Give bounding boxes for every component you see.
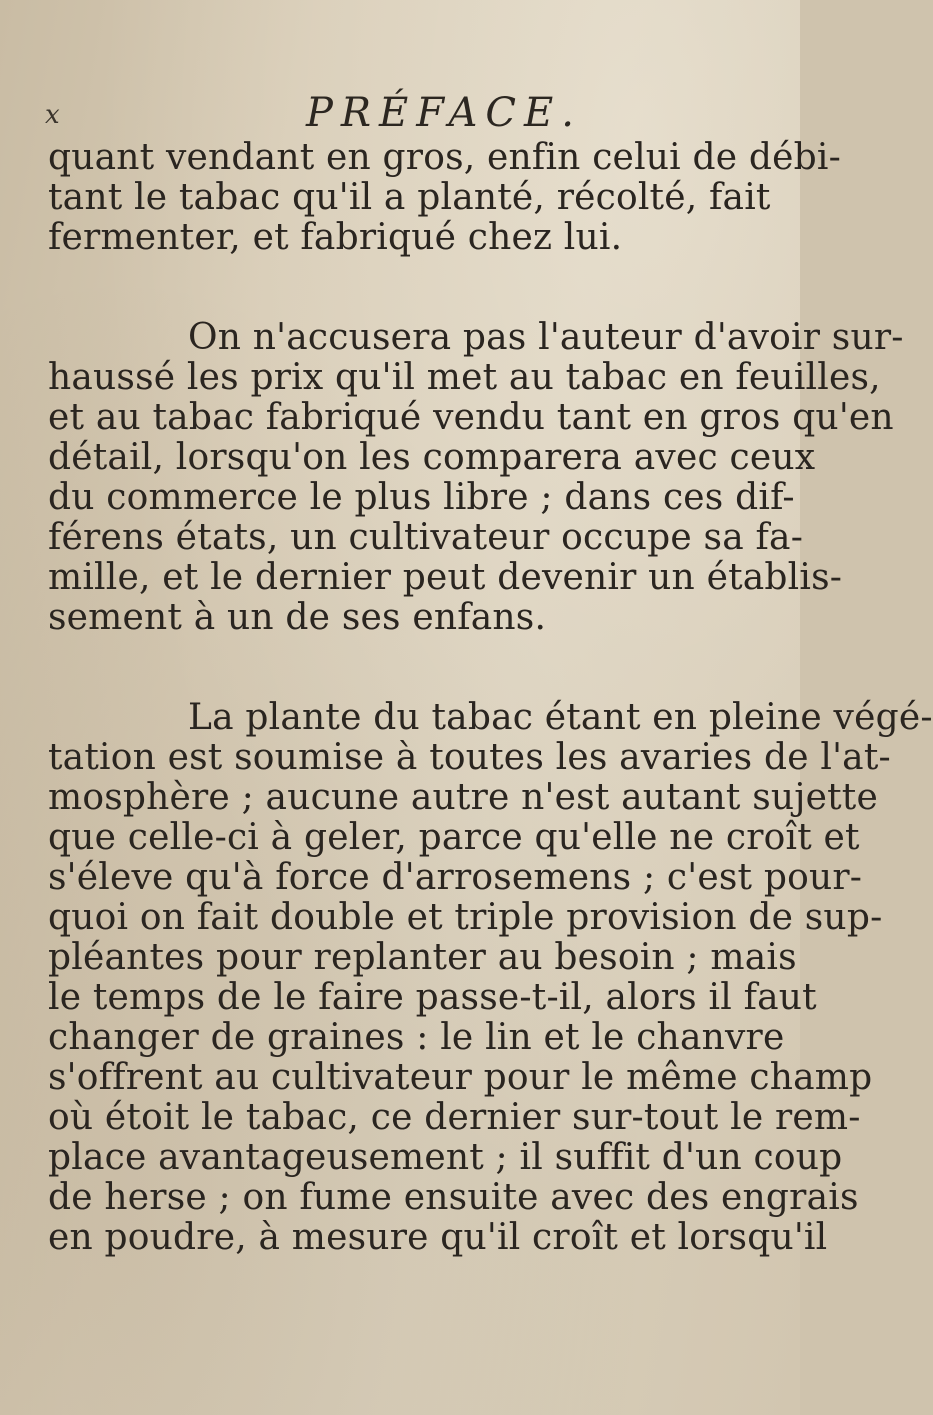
text-line: quant vendant en gros, enfin celui de débi- — [48, 137, 841, 178]
text-line: mille, et le dernier peut devenir un établis- — [48, 557, 843, 598]
paragraph — [48, 137, 841, 258]
text-line: quoi on fait double et triple provision de sup- — [48, 897, 883, 938]
text-line: La plante du tabac étant en pleine végé- — [188, 697, 933, 738]
text-line: où étoit le tabac, ce dernier sur-tout le rem- — [48, 1097, 861, 1138]
text-line: détail, lorsqu'on les comparera avec ceux — [48, 437, 816, 478]
text-line: On n'accusera pas l'auteur d'avoir sur- — [188, 317, 904, 358]
text-line: sement à un de ses enfans. — [48, 597, 547, 638]
text-line: que celle-ci à geler, parce qu'elle ne croît et — [48, 817, 860, 858]
text-line: fermenter, et fabriqué chez lui. — [48, 217, 623, 258]
paragraph — [48, 697, 933, 1258]
text-line: tation est soumise à toutes les avaries de l'at- — [48, 737, 891, 778]
text-line: de herse ; on fume ensuite avec des engrais — [48, 1177, 859, 1218]
body-text — [48, 137, 933, 1258]
text-line: du commerce le plus libre ; dans ces dif- — [48, 477, 795, 518]
text-line: pléantes pour replanter au besoin ; mais — [48, 937, 797, 978]
text-line: le temps de le faire passe-t-il, alors il faut — [48, 977, 817, 1018]
text-line: haussé les prix qu'il met au tabac en feuilles, — [48, 357, 881, 398]
paragraph — [48, 317, 904, 638]
page-header — [0, 90, 800, 134]
text-line: s'éleve qu'à force d'arrosemens ; c'est pour- — [48, 857, 863, 898]
text-line: s'offrent au cultivateur pour le même champ — [48, 1057, 873, 1098]
paragraph-gap — [48, 638, 760, 698]
text-line: tant le tabac qu'il a planté, récolté, fait — [48, 177, 771, 218]
running-head: PRÉFACE. — [306, 90, 582, 136]
text-line: en poudre, à mesure qu'il croît et lorsqu'il — [48, 1217, 828, 1258]
text-line: mosphère ; aucune autre n'est autant sujette — [48, 777, 878, 818]
paragraph-gap — [48, 258, 760, 318]
page-number: x — [45, 100, 60, 130]
text-line: et au tabac fabriqué vendu tant en gros qu'en — [48, 397, 894, 438]
text-line: férens états, un cultivateur occupe sa fa- — [48, 517, 804, 558]
text-line: place avantageusement ; il suffit d'un coup — [48, 1137, 843, 1178]
text-line: changer de graines : le lin et le chanvre — [48, 1017, 785, 1058]
